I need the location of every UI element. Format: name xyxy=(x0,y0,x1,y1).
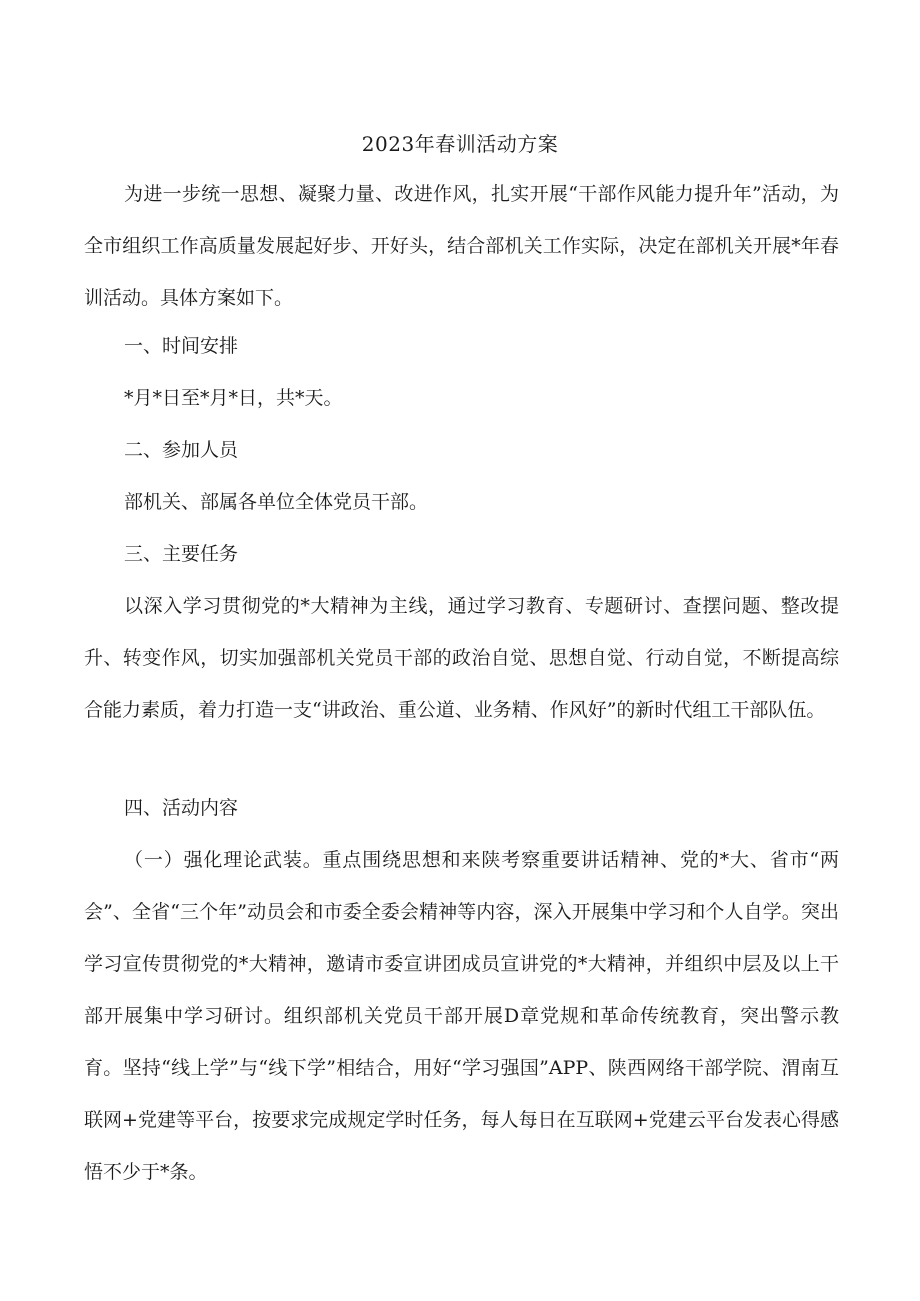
section-heading-tasks: 三、主要任务 xyxy=(124,543,239,565)
intro-paragraph: 为进一步统一思想、凝聚力量、改进作风，扎实开展“干部作风能力提升年”活动，为全市组织工作高质量发展起好步、开好头，结合部机关工作实际，决定在部机关开展*年春训活动。具体方案如下。 xyxy=(84,183,839,309)
section-heading-activities: 四、活动内容 xyxy=(124,797,239,819)
section-heading-participants: 二、参加人员 xyxy=(124,439,239,461)
participants-text: 部机关、部属各单位全体党员干部。 xyxy=(124,491,429,513)
activity-item-1: （一）强化理论武装。重点围绕思想和来陕考察重要讲话精神、党的*大、省市“两会”、全省“三个年”动员会和市委全委会精神等内容，深入开展集中学习和个人自学。突出学习宣传贯彻党的*大精神，邀请市委宣讲团成员宣讲党的*大精神，并组织中层及以上干部开展集中学习研讨。组织部机关党员干部开展D章党规和革命传统教育，突出警示教育。坚持“线上学”与“线下学”相结合，用好“学习强国”APP、陕西网络干部学院、渭南互联网+党建等平台，按要求完成规定学时任务，每人每日在互联网+党建云平台发表心得感悟不少于*条。 xyxy=(84,849,839,1183)
document-title: 2023年春训活动方案 xyxy=(361,132,559,156)
schedule-text: *月*日至*月*日，共*天。 xyxy=(124,387,343,409)
tasks-paragraph: 以深入学习贯彻党的*大精神为主线，通过学习教育、专题研讨、查摆问题、整改提升、转变作风，切实加强部机关党员干部的政治自觉、思想自觉、行动自觉，不断提高综合能力素质，着力打造一支“讲政治、重公道、业务精、作风好”的新时代组工干部队伍。 xyxy=(84,595,839,721)
section-heading-schedule: 一、时间安排 xyxy=(124,335,239,357)
